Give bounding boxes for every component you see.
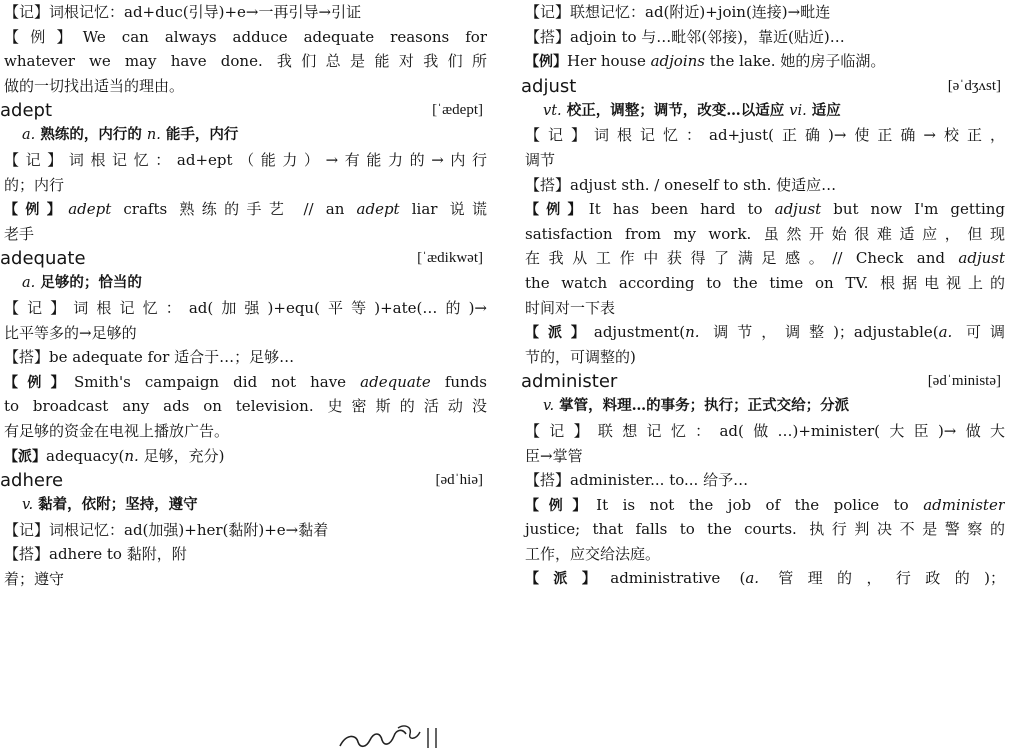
left-column (0, 0, 487, 591)
adequate-memory-line-1: 【记】词根记忆：ad(加强)+equ(平等)+ate(…的)→ (4, 298, 487, 317)
adept-memory-line-1: 【记】词根记忆：ad+ept（能力）→有能力的→内行 (4, 150, 487, 169)
adjust-example-line-5: 时间对一下表 (525, 298, 616, 317)
phonetic-adept: [ˈædept] (432, 102, 483, 119)
doodle-mark (336, 722, 446, 748)
example-keyword: adequate (360, 372, 431, 391)
adjoin-collocation-line: 【搭】adjoin to 与…毗邻(邻接)，靠近(贴近)… (525, 27, 845, 46)
administer-collocation: 【搭】administer... to... 给予… (525, 471, 749, 490)
definition-text: 校正，调整；调节，改变…以适应 (561, 101, 790, 119)
example-text: funds (430, 372, 487, 391)
administer-definition (521, 394, 1005, 419)
administer-example-line-2: justice; that falls to the courts. 执行判决不是警察的 (525, 520, 1005, 539)
entry-adept-header (0, 98, 487, 123)
adequate-definition (0, 271, 487, 296)
adjoin-memory-line: 【记】联想记忆：ad(附近)+join(连接)→毗连 (525, 3, 831, 21)
example-text: the lake. 她的房子临湖。 (704, 52, 886, 71)
adjust-example-line-3 (521, 246, 1005, 271)
example-keyword: adept (356, 200, 400, 219)
phonetic-adequate: [ˈædikwət] (417, 250, 483, 267)
adjust-collocation: 【搭】adjust sth. / oneself to sth. 使适应… (525, 175, 837, 194)
example-keyword: adjust (958, 249, 1005, 268)
pos-label: v. (543, 398, 555, 415)
definition-text: 足够的；恰当的 (35, 274, 142, 292)
pos-label: a. (938, 323, 953, 342)
adjust-example-line-4: the watch according to the time on TV. 根据电视上的 (525, 273, 1005, 292)
pos-label: a. (745, 569, 760, 588)
derivative-text: 管理的，行政的)； (759, 569, 1005, 588)
derivative-tag: 【派】 (525, 571, 611, 588)
example-tag: 【例】 (4, 374, 74, 391)
adjoin-example-line (521, 49, 1005, 74)
definition-text: 掌管，料理…的事务；执行；正式交给；分派 (554, 397, 850, 415)
derivative-tag: 【派】 (525, 325, 594, 342)
adept-definition (0, 123, 487, 148)
adept-example-line-2: 老手 (4, 224, 35, 243)
pos-label: n. (124, 446, 139, 465)
example-text: liar 说谎 (399, 200, 487, 219)
adduce-example-line-3: 做的一切找出适当的理由。 (4, 76, 185, 95)
derivative-text: 可调 (952, 323, 1005, 342)
adduce-example-line-2: whatever we may have done. 我们总是能对我们所 (4, 52, 487, 71)
adequate-derivative (0, 444, 487, 469)
example-tag: 【例】 (4, 202, 69, 219)
definition-text: 能手，内行 (160, 126, 239, 144)
headword-adjust: adjust (521, 75, 577, 97)
adhere-collocation-line-1: 【搭】adhere to 黏附，附 (4, 545, 187, 564)
headword-adept: adept (0, 100, 53, 122)
derivative-text: 足够，充分) (138, 446, 225, 465)
administer-example-line-1 (521, 493, 1005, 518)
adept-memory-line-2: 的；内行 (4, 175, 65, 194)
derivative-text: adequacy( (46, 446, 125, 465)
pos-label: a. (22, 275, 36, 292)
phonetic-adhere: [ədˈhiə] (435, 472, 483, 489)
example-tag: 【例】 (525, 54, 567, 71)
administer-memory-line-2: 臣→掌管 (525, 446, 583, 465)
pos-label: vi. (789, 102, 807, 119)
adjust-derivative-line-1 (521, 320, 1005, 345)
example-text: It is not the job of the police to (596, 495, 924, 514)
derivative-text: administrative ( (610, 569, 746, 588)
adjust-derivative-line-2: 节的，可调整的) (525, 347, 636, 366)
headword-adhere: adhere (0, 470, 64, 492)
example-text: Her house (567, 52, 651, 71)
pos-label: vt. (543, 102, 562, 119)
pos-label: a. (22, 127, 36, 144)
pos-label: n. (685, 323, 700, 342)
administer-example-line-3: 工作，应交给法庭。 (525, 544, 661, 563)
definition-text: 黏着，依附；坚持，遵守 (33, 496, 198, 514)
entry-adequate-header (0, 246, 487, 271)
adduce-memory-line: 【记】词根记忆：ad+duc(引导)+e→一再引导→引证 (4, 3, 362, 21)
adduce-example-line-1: 【例】We can always adduce adequate reasons for (4, 27, 487, 46)
adjust-example-line-2: satisfaction from my work. 虽然开始很难适应，但现 (525, 224, 1005, 243)
example-keyword: adjust (774, 200, 822, 219)
adequate-collocation: 【搭】be adequate for 适合于…；足够… (4, 348, 295, 367)
derivative-text: 调节，调整)；adjustable( (699, 323, 939, 342)
administer-derivative-line (521, 566, 1005, 591)
example-text: but now I'm getting (821, 200, 1005, 219)
example-text: Smith's campaign did not have (74, 372, 361, 391)
adequate-example-line-2: to broadcast any ads on television. 史密斯的活动没 (4, 397, 487, 416)
adequate-memory-line-2: 比平等多的→足够的 (4, 323, 137, 342)
example-keyword: adept (68, 200, 112, 219)
example-tag: 【例】 (525, 497, 597, 514)
example-tag: 【例】 (525, 202, 589, 219)
definition-text: 熟练的，内行的 (35, 126, 147, 144)
phonetic-administer: [ədˈministə] (927, 373, 1001, 390)
entry-adjust-header (521, 74, 1005, 99)
entry-adhere-header (0, 468, 487, 493)
adjust-definition (521, 99, 1005, 124)
derivative-tag: 【派】 (4, 448, 46, 465)
adjust-example-line-1 (521, 197, 1005, 222)
derivative-text: adjustment( (593, 323, 686, 342)
example-text: 在我从工作中获得了满足感。// Check and (525, 249, 959, 268)
adhere-collocation-line-2: 着；遵守 (4, 569, 65, 588)
pos-label: n. (146, 127, 161, 144)
example-text: It has been hard to (588, 200, 775, 219)
example-text: crafts 熟练的手艺 // an (111, 200, 357, 219)
adequate-example-line-1 (0, 370, 487, 395)
adjust-memory-line-1: 【记】词根记忆：ad+just(正确)→使正确→校正， (525, 126, 1005, 145)
definition-text: 适应 (806, 101, 841, 119)
headword-administer: administer (521, 371, 618, 393)
adhere-definition (0, 493, 487, 518)
example-keyword: adjoins (650, 52, 705, 71)
phonetic-adjust: [əˈdʒʌst] (947, 77, 1001, 94)
example-keyword: administer (923, 495, 1005, 514)
headword-adequate: adequate (0, 248, 86, 270)
pos-label: v. (22, 497, 34, 514)
entry-administer-header (521, 369, 1005, 394)
adequate-example-line-3: 有足够的资金在电视上播放广告。 (4, 421, 230, 440)
adhere-memory-line: 【记】词根记忆：ad(加强)+her(黏附)+e→黏着 (4, 520, 329, 539)
adjust-memory-line-2: 调节 (525, 150, 556, 169)
administer-memory-line-1: 【记】联想记忆：ad(做…)+minister(大臣)→做大 (525, 421, 1005, 440)
adept-example-line-1 (0, 197, 487, 222)
right-column (521, 0, 1005, 591)
